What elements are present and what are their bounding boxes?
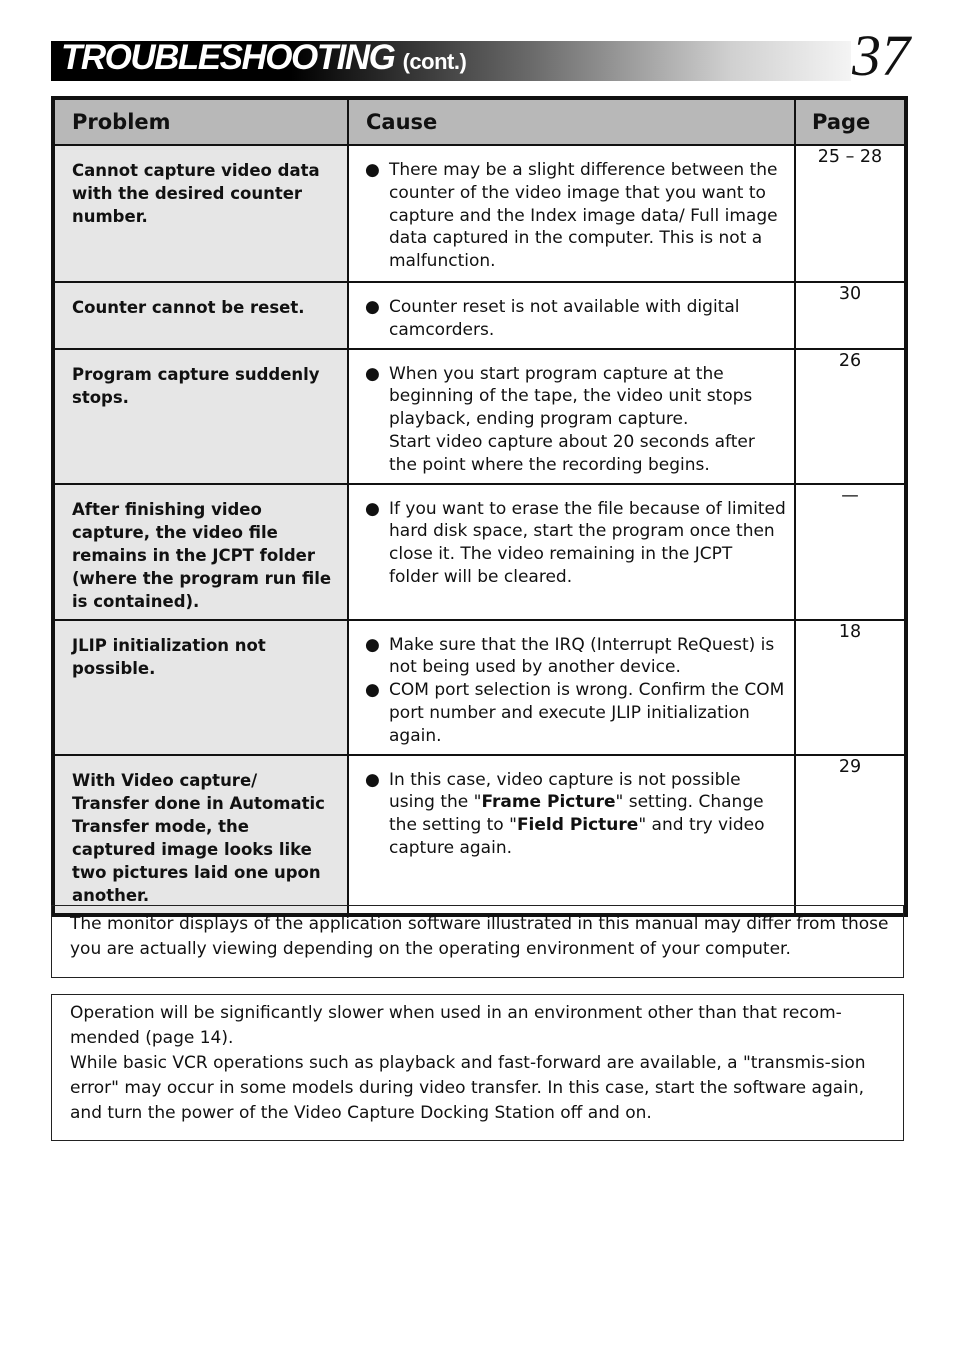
problem-cell: JLIP initialization not possible. <box>53 620 348 755</box>
troubleshooting-table <box>51 96 908 917</box>
cause-bullet: ● There may be a slight difference between the counter of the video image that you want to capture and the Index image data/ Full image data captured in the computer. This is not a malfunction. <box>365 160 778 272</box>
bullet-icon: ● <box>365 160 380 180</box>
cause-bullet: ● Counter reset is not available with digital camcorders. <box>365 297 740 340</box>
page-ref: — <box>795 484 906 620</box>
table-row <box>53 349 906 484</box>
note-text: While basic VCR operations such as playback and fast-forward are available, a "transmis-sion error" may occur in some models during video transfer. In this case, start the software again, and turn the power of the Video Capture Docking Station off and on. <box>70 1053 866 1123</box>
table-row <box>53 282 906 349</box>
cause-cell <box>348 620 795 755</box>
problem-cell: With Video capture/ Transfer done in Automatic Transfer mode, the captured image looks like two pictures laid one upon another. <box>53 755 348 915</box>
table-row <box>53 620 906 755</box>
cause-cell <box>348 755 795 915</box>
cause-bullet: ● In this case, video capture is not possible using the "Frame Picture" setting. Change the setting to "Field Picture" and try video capture again. <box>365 769 765 858</box>
table-header-row <box>53 98 906 145</box>
bullet-icon: ● <box>365 680 380 701</box>
problem-cell: After finishing video capture, the video file remains in the JCPT folder (where the program run file is contained). <box>53 484 348 620</box>
note-box-monitor <box>51 905 904 978</box>
problem-cell: Cannot capture video data with the desired counter number. <box>53 145 348 282</box>
cause-cell <box>348 145 795 282</box>
problem-cell: Counter cannot be reset. <box>53 282 348 349</box>
cause-cell <box>348 282 795 349</box>
bullet-icon: ● <box>365 769 380 790</box>
bullet-icon: ● <box>365 297 380 317</box>
cause-bullet <box>365 363 786 477</box>
table-row <box>53 484 906 620</box>
table-row <box>53 145 906 282</box>
cause-line: Start video capture about 20 seconds after the point where the recording begins. <box>389 431 755 475</box>
field-picture-label: Field Picture <box>516 815 639 836</box>
page-ref: 25 – 28 <box>795 145 906 282</box>
frame-picture-label: Frame Picture <box>481 792 616 813</box>
note-box-operation <box>51 994 904 1141</box>
table-row <box>53 755 906 915</box>
page-ref: 29 <box>795 755 906 915</box>
cause-line: When you start program capture at the beginning of the tape, the video unit stops playback, ending program capture. <box>389 363 753 430</box>
page-title: TROUBLESHOOTING (cont.) <box>61 38 467 77</box>
cause-bullet: ● COM port selection is wrong. Confirm the COM port number and execute JLIP initialization again. <box>365 680 785 746</box>
cause-bullet: ● If you want to erase the file because of limited hard disk space, start the program once then close it. The video remaining in the JCPT folder will be cleared. <box>365 498 786 587</box>
note-text: Operation will be significantly slower when used in an environment other than that recom-mended (page 14). <box>70 1003 842 1048</box>
column-header-problem: Problem <box>53 98 348 145</box>
cause-bullet: ● Make sure that the IRQ (Interrupt ReQuest) is not being used by another device. <box>365 634 775 678</box>
page-ref: 26 <box>795 349 906 484</box>
cause-cell <box>348 349 795 484</box>
title-cont: (cont.) <box>402 49 467 74</box>
bullet-icon: ● <box>365 363 380 384</box>
bullet-icon: ● <box>365 634 380 655</box>
column-header-cause: Cause <box>348 98 795 145</box>
column-header-page: Page <box>795 98 906 145</box>
note-text: The monitor displays of the application software illustrated in this manual may differ from those you are actually viewing depending on the operating environment of your computer. <box>70 914 889 959</box>
page-ref: 18 <box>795 620 906 755</box>
cause-cell <box>348 484 795 620</box>
page-ref: 30 <box>795 282 906 349</box>
bullet-icon: ● <box>365 498 380 519</box>
page-number: 37 <box>852 23 910 88</box>
problem-cell: Program capture suddenly stops. <box>53 349 348 484</box>
